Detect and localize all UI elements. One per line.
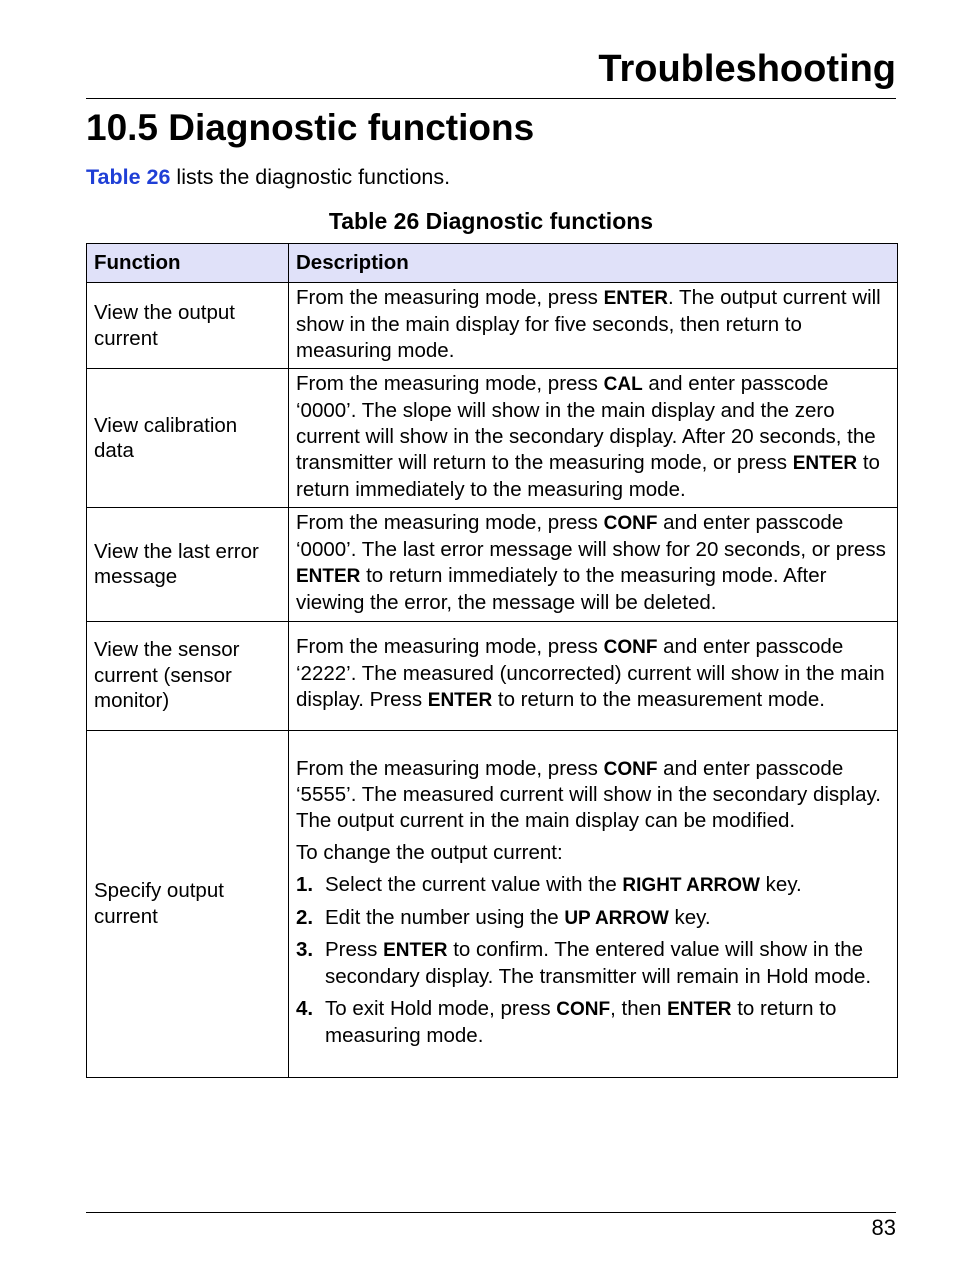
table-row [87, 283, 898, 369]
table-row [87, 730, 898, 1077]
list-item: 2. Edit the number using the UP ARROW key. [296, 905, 711, 929]
key-label: ENTER [427, 689, 493, 711]
function-cell: View the output current [87, 283, 289, 369]
description-cell: From the measuring mode, press CONF and enter passcode ‘2222’. The measured (uncorrected) current will show in the main display. Press ENTER to return to the measurement mode. [289, 621, 898, 730]
chapter-title: Troubleshooting [598, 48, 896, 90]
key-label: ENTER [667, 998, 732, 1020]
key-label: UP ARROW [564, 907, 669, 929]
function-cell: View the sensor current (sensor monitor) [87, 621, 289, 730]
key-label: CONF [603, 637, 658, 659]
intro-paragraph [86, 165, 450, 190]
key-label: CONF [603, 758, 658, 780]
table-header-row [87, 244, 898, 283]
description-cell: From the measuring mode, press ENTER. The output current will show in the main display for five seconds, then return to measuring mode. [289, 283, 898, 369]
key-label: ENTER [383, 940, 448, 962]
key-label: CONF [603, 513, 658, 535]
steps-intro: To change the output current: [296, 840, 563, 864]
key-label: CONF [556, 998, 611, 1020]
page-number: 83 [871, 1215, 896, 1240]
function-cell: Specify output current [87, 730, 289, 1077]
steps-list [296, 872, 890, 1049]
table-row [87, 621, 898, 730]
header-rule [86, 98, 896, 99]
header-function: Function [87, 244, 289, 283]
function-cell: View the last error message [87, 508, 289, 621]
table-row [87, 369, 898, 508]
function-cell: View calibration data [87, 369, 289, 508]
table-reference-link[interactable]: Table 26 [86, 165, 171, 189]
table-caption: Table 26 Diagnostic functions [328, 208, 654, 234]
description-cell: From the measuring mode, press CONF and enter passcode ‘5555’. The measured current will show in the secondary display. The output current in the main display can be modified. To change the output current: 1. Select the current value with the RIGHT ARROW key. 2. Edit the number using the UP ARROW key. 3. Press ENTER to confirm. The entered value will show in the secondary display. The transmitter will remain in Hold mode. 4. To exit Hold mode, press CONF, then ENTER to return to measuring mode. [289, 730, 898, 1077]
table-row [87, 508, 898, 621]
list-item: 3. Press ENTER to confirm. The entered value will show in the secondary display. The transmitter will remain in Hold mode. [296, 938, 872, 989]
description-cell: From the measuring mode, press CAL and enter passcode ‘0000’. The slope will show in the main display and the zero current will show in the secondary display. After 20 seconds, the transmitter will return to the measuring mode, or press ENTER to return immediately to the measuring mode. [289, 369, 898, 508]
list-item: 4. To exit Hold mode, press CONF, then ENTER to return to measuring mode. [296, 996, 837, 1047]
section-title: 10.5 Diagnostic functions [86, 107, 535, 148]
intro-text: lists the diagnostic functions. [170, 165, 451, 189]
footer-rule [86, 1212, 896, 1213]
key-label: CAL [603, 374, 643, 396]
header-description: Description [289, 244, 898, 283]
key-label: ENTER [792, 452, 858, 474]
key-label: ENTER [296, 565, 361, 587]
key-label: RIGHT ARROW [622, 874, 760, 896]
diagnostic-functions-table [86, 243, 898, 1078]
list-item: 1. Select the current value with the RIGHT ARROW key. [296, 872, 802, 896]
description-cell: From the measuring mode, press CONF and enter passcode ‘0000’. The last error message will show for 20 seconds, or press ENTER to return immediately to the measuring mode. After viewing the error, the message will be deleted. [289, 508, 898, 621]
key-label: ENTER [603, 288, 669, 309]
